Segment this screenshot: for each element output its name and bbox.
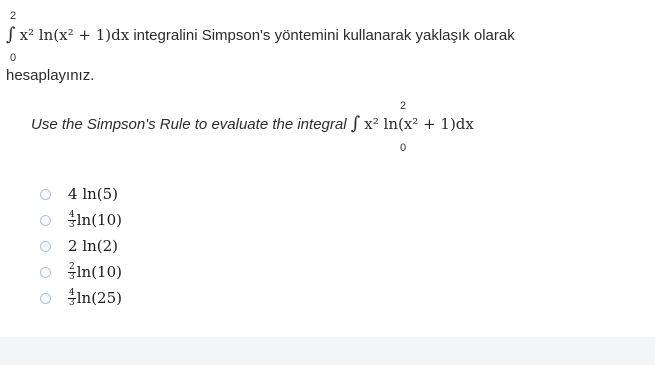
option-label [68,211,122,230]
panel-footer-strip [0,337,655,365]
option-coefficient: 4 [68,185,78,203]
radio-button[interactable] [40,293,51,304]
fraction-denominator: 3 [69,219,75,230]
integral-tr-lower-limit: 0 [10,52,17,64]
option-function: ln(2) [82,237,119,255]
answer-option[interactable] [40,233,122,259]
answer-option[interactable] [40,285,122,311]
option-fraction [68,211,76,230]
radio-button[interactable] [40,241,51,252]
integral-sign-icon: ∫ [350,113,361,134]
integral-tr-integrand: x² ln(x² + 1)dx [19,26,130,44]
option-fraction [68,289,76,308]
fraction-numerator: 4 [69,287,75,298]
question-tr-text-line2: hesaplayınız. [6,67,95,84]
fraction-denominator: 3 [69,297,75,308]
integral-sign-icon: ∫ [6,24,16,45]
answer-option[interactable] [40,259,122,285]
answer-options [40,181,122,311]
radio-button[interactable] [40,215,51,226]
option-function: ln(5) [82,185,119,203]
question-tr-text-line1: integralini Simpson's yöntemini kullanarak yaklaşık olarak [133,27,515,44]
option-function: ln(25) [76,289,122,307]
question-en [31,113,474,134]
option-label [68,237,118,255]
option-function: ln(10) [76,211,122,229]
option-coefficient: 2 [68,237,78,255]
fraction-numerator: 2 [69,261,75,272]
option-label [68,289,122,308]
answer-option[interactable] [40,181,122,207]
fraction-denominator: 3 [69,271,75,282]
radio-button[interactable] [40,267,51,278]
integral-en-integrand: x² ln(x² + 1)dx [364,115,474,133]
option-label [68,263,122,282]
fraction-numerator: 4 [69,209,75,220]
option-label [68,185,118,203]
option-fraction [68,263,76,282]
answer-option[interactable] [40,207,122,233]
question-tr-line1 [6,24,515,45]
integral-en-upper-limit: 2 [400,100,407,112]
integral-en-lower-limit: 0 [400,142,407,154]
integral-tr-upper-limit: 2 [10,10,17,22]
radio-button[interactable] [40,189,51,200]
question-en-text: Use the Simpson's Rule to evaluate the integral [31,116,347,133]
option-function: ln(10) [76,263,122,281]
